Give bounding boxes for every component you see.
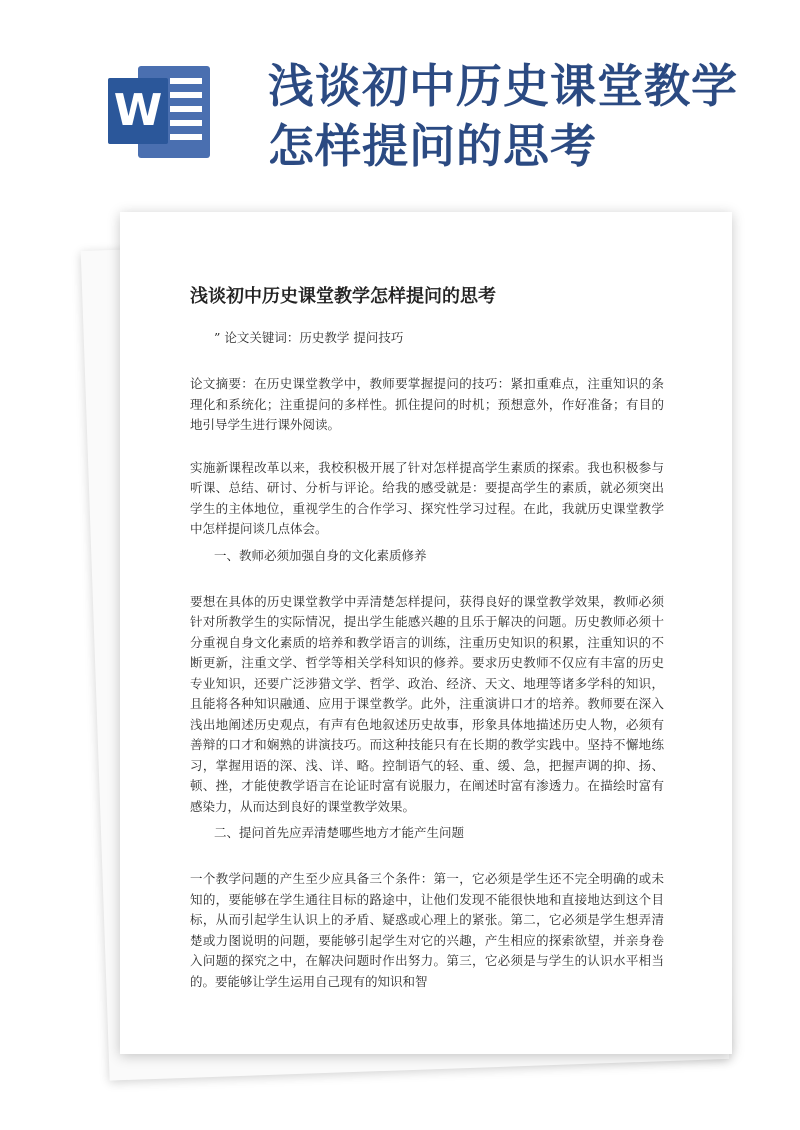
word-icon-line — [170, 92, 202, 98]
section-1-body: 要想在具体的历史课堂教学中弄清楚怎样提问，获得良好的课堂教学效果，教师必须针对所教学生的实际情况，提出学生能感兴趣的且乐于解决的问题。历史教师必须十分重视自身文化素质的培养和教学语言的训练，注重历史知识的积累，注重知识的不断更新，注重文学、哲学等相关学科知识的修养。要求历史教师不仅应有丰富的历史专业知识，还要广泛涉猎文学、哲学、政治、经济、天文、地理等诸多学科的知识，且能将各种知识融通、应用于课堂教学。此外，注重演讲口才的培养。教师要在深入浅出地阐述历史观点，有声有色地叙述历史故事，形象具体地描述历史人物，必须有善辩的口才和娴熟的讲演技巧。而这种技能只有在长期的教学实践中。坚持不懈地练习，掌握用语的深、浅、详、略。控制语气的轻、重、缓、急，把握声调的抑、扬、顿、挫，才能使教学语言在论证时富有说服力，在阐述时富有渗透力。在描绘时富有感染力，从而达到良好的课堂教学效果。 — [190, 593, 664, 814]
document-intro: 实施新课程改革以来，我校积极开展了针对怎样提高学生素质的探索。我也积极参与听课、总结、研讨、分析与评论。给我的感受就是：要提高学生的素质，就必须突出学生的主体地位，重视学生的合作学习、探究性学习过程。在此，我就历史课堂教学中怎样提问谈几点体会。 — [190, 459, 664, 536]
banner — [0, 0, 800, 200]
document-title: 浅谈初中历史课堂教学怎样提问的思考 — [190, 286, 496, 307]
banner-title-line1: 浅谈初中历史课堂教学 — [268, 59, 738, 113]
document-content — [190, 282, 664, 992]
word-document-icon — [108, 64, 212, 160]
section-heading-1: 一、教师必须加强自身的文化素质修养 — [214, 547, 427, 563]
section-heading-2: 二、提问首先应弄清楚哪些地方才能产生问题 — [214, 825, 465, 840]
document-abstract: 论文摘要：在历史课堂教学中，教师要掌握提问的技巧：紧扣重难点，注重知识的条理化和系统化；注重提问的多样性。抓住提问的时机；预想意外，作好准备；有目的地引导学生进行课外阅读。 — [190, 376, 664, 432]
word-icon-line — [170, 120, 202, 126]
document-page — [120, 212, 732, 1054]
banner-title-line2: 怎样提问的思考 — [268, 119, 597, 173]
section-2-body: 一个教学问题的产生至少应具备三个条件：第一，它必须是学生还不完全明确的或未知的，要能够在学生通往目标的路途中，让他们发现不能很快地和直接地达到这个目标，从而引起学生认识上的矛盾、疑惑或心理上的紧张。第二，它必须是学生想弄清楚或力图说明的问题，要能够引起学生对它的兴趣，产生相应的探索欲望，并亲身卷入问题的探究之中，在解决问题时作出努力。第三，它必须是与学生的认识水平相当的。要能够让学生运用自己现有的知识和智 — [190, 871, 664, 989]
word-icon-line — [170, 78, 202, 84]
word-icon-line — [170, 106, 202, 112]
document-keywords: ” 论文关键词：历史教学 提问技巧 — [214, 330, 404, 345]
word-icon-letter: W — [108, 78, 168, 144]
word-icon-line — [170, 134, 202, 140]
banner-title — [268, 56, 768, 176]
